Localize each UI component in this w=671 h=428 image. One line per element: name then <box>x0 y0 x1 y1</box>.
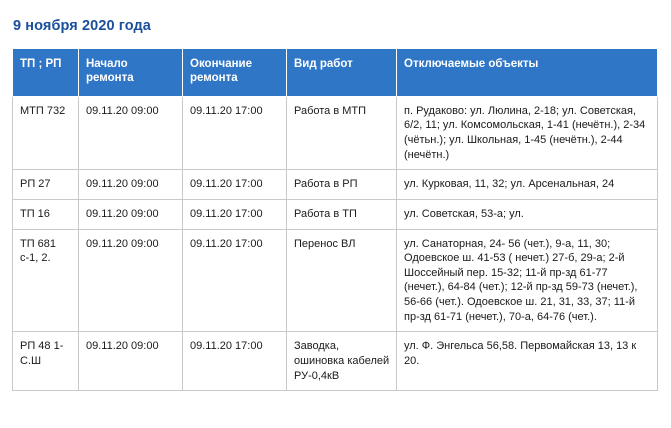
cell-start: 09.11.20 09:00 <box>79 229 183 332</box>
table-row <box>13 332 658 391</box>
table-body <box>13 96 658 390</box>
table-row <box>13 170 658 200</box>
table-header-row <box>13 49 658 97</box>
cell-objects: п. Рудаково: ул. Люлина, 2-18; ул. Советская, 6/2, 11; ул. Комсомольская, 1-41 (нечётн.), 2-34 (чётьн.); ул. Школьная, 1-45 (нечётн.), 2-44 (нечётн.) <box>397 96 658 170</box>
column-header-end: Окончание ремонта <box>183 49 287 97</box>
cell-tp: ТП 681 с-1, 2. <box>13 229 79 332</box>
cell-end: 09.11.20 17:00 <box>183 96 287 170</box>
cell-objects: ул. Советская, 53-а; ул. <box>397 199 658 229</box>
table-row <box>13 229 658 332</box>
cell-tp: ТП 16 <box>13 199 79 229</box>
cell-start: 09.11.20 09:00 <box>79 96 183 170</box>
cell-end: 09.11.20 17:00 <box>183 332 287 391</box>
page-title: 9 ноября 2020 года <box>13 18 151 34</box>
cell-tp: МТП 732 <box>13 96 79 170</box>
cell-work: Работа в МТП <box>287 96 397 170</box>
cell-end: 09.11.20 17:00 <box>183 170 287 200</box>
table-row <box>13 199 658 229</box>
table-header <box>13 49 658 97</box>
cell-start: 09.11.20 09:00 <box>79 332 183 391</box>
cell-start: 09.11.20 09:00 <box>79 170 183 200</box>
column-header-work-type: Вид работ <box>287 49 397 97</box>
column-header-start: Начало ремонта <box>79 49 183 97</box>
table-row <box>13 96 658 170</box>
cell-objects: ул. Курковая, 11, 32; ул. Арсенальная, 24 <box>397 170 658 200</box>
outage-schedule-table <box>12 48 658 391</box>
cell-end: 09.11.20 17:00 <box>183 229 287 332</box>
cell-work: Перенос ВЛ <box>287 229 397 332</box>
cell-work: Работа в ТП <box>287 199 397 229</box>
cell-end: 09.11.20 17:00 <box>183 199 287 229</box>
column-header-objects: Отключаемые объекты <box>397 49 658 97</box>
cell-objects: ул. Санаторная, 24- 56 (чет.), 9-а, 11, 30; Одоевское ш. 41-53 ( нечет.) 27-б, 29-а; 2-й Шоссейный пер. 15-32; 11-й пр-зд 61-77 (нечет.), 64-84 (чет.); 12-й пр-зд 59-73 (нечет.), 56-66 (чет.). Одоевское ш. 21, 31, 33, 37; 11-й пр-зд 61-71 (нечет.), 70-а, 64-76 (чет.). <box>397 229 658 332</box>
column-header-tp-rp: ТП ; РП <box>13 49 79 97</box>
cell-work: Заводка, ошиновка кабелей РУ-0,4кВ <box>287 332 397 391</box>
cell-start: 09.11.20 09:00 <box>79 199 183 229</box>
cell-work: Работа в РП <box>287 170 397 200</box>
cell-tp: РП 27 <box>13 170 79 200</box>
cell-tp: РП 48 1-С.Ш <box>13 332 79 391</box>
cell-objects: ул. Ф. Энгельса 56,58. Первомайская 13, 13 к 20. <box>397 332 658 391</box>
